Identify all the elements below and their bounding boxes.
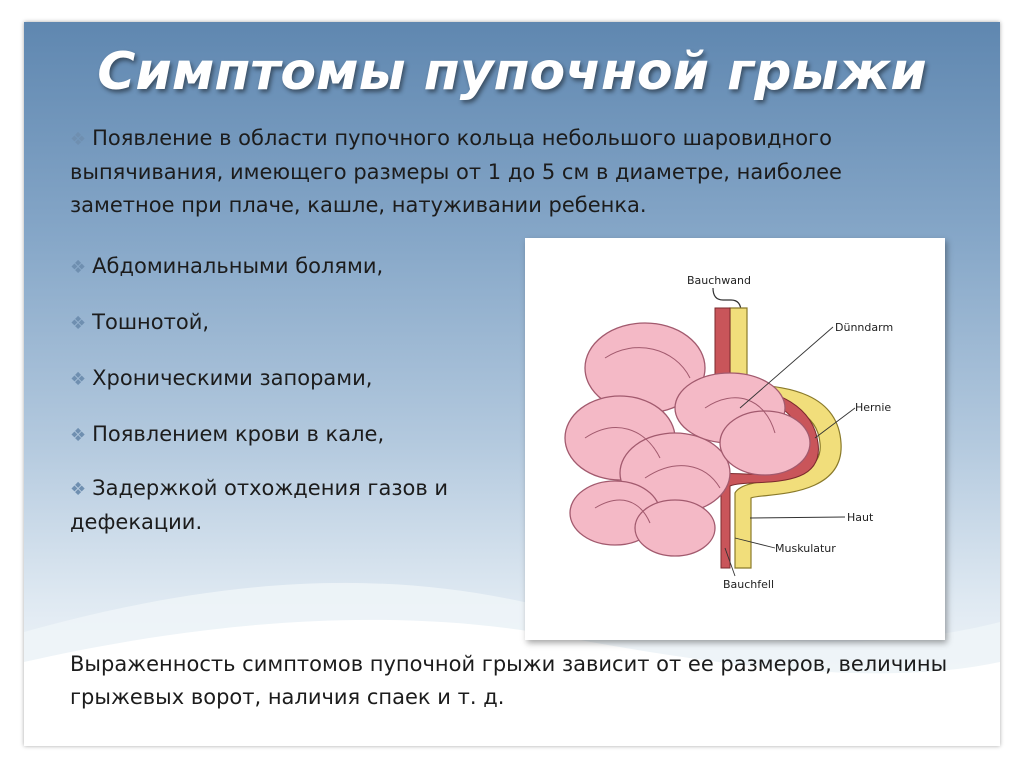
- slide-title: Симптомы пупочной грыжи: [97, 42, 927, 102]
- bullet-item: [70, 306, 510, 340]
- bullet-text: Появление в области пупочного кольца небольшого шаровидного выпячивания, имеющего размеры от 1 до 5 см в диаметре, наиболее заметное при плаче, кашле, натуживании ребенка.: [70, 126, 842, 217]
- bullet-item: [70, 472, 510, 539]
- label-haut: Haut: [847, 511, 874, 524]
- bullet-text: Хроническими запорами,: [92, 366, 373, 390]
- hernia-illustration: [525, 238, 945, 640]
- diamond-bullet-icon: ❖: [70, 129, 87, 150]
- diamond-bullet-icon: ❖: [70, 313, 87, 334]
- bullet-text: Тошнотой,: [92, 310, 210, 334]
- diamond-bullet-icon: ❖: [70, 425, 87, 446]
- bullet-text: Задержкой отхождения газов и дефекации.: [70, 476, 449, 534]
- hernia-diagram: [525, 238, 945, 640]
- bullet-item: [70, 250, 510, 284]
- bullet-text: Абдоминальными болями,: [92, 254, 384, 278]
- label-duenndarm: Dünndarm: [835, 321, 894, 334]
- label-bauchfell: Bauchfell: [723, 578, 775, 591]
- bullet-item: [70, 418, 510, 452]
- label-hernie: Hernie: [855, 401, 892, 414]
- footer-note: Выраженность симптомов пупочной грыжи зависит от ее размеров, величины грыжевых ворот, наличия спаек и т. д.: [70, 652, 948, 709]
- slide: [24, 22, 1000, 746]
- bullet-item: [70, 122, 950, 222]
- diamond-bullet-icon: ❖: [70, 479, 87, 500]
- bullet-text: Появлением крови в кале,: [92, 422, 385, 446]
- diamond-bullet-icon: ❖: [70, 257, 87, 278]
- label-bauchwand: Bauchwand: [687, 274, 751, 287]
- bullet-item: [70, 362, 510, 396]
- diamond-bullet-icon: ❖: [70, 369, 87, 390]
- label-muskulatur: Muskulatur: [775, 542, 836, 555]
